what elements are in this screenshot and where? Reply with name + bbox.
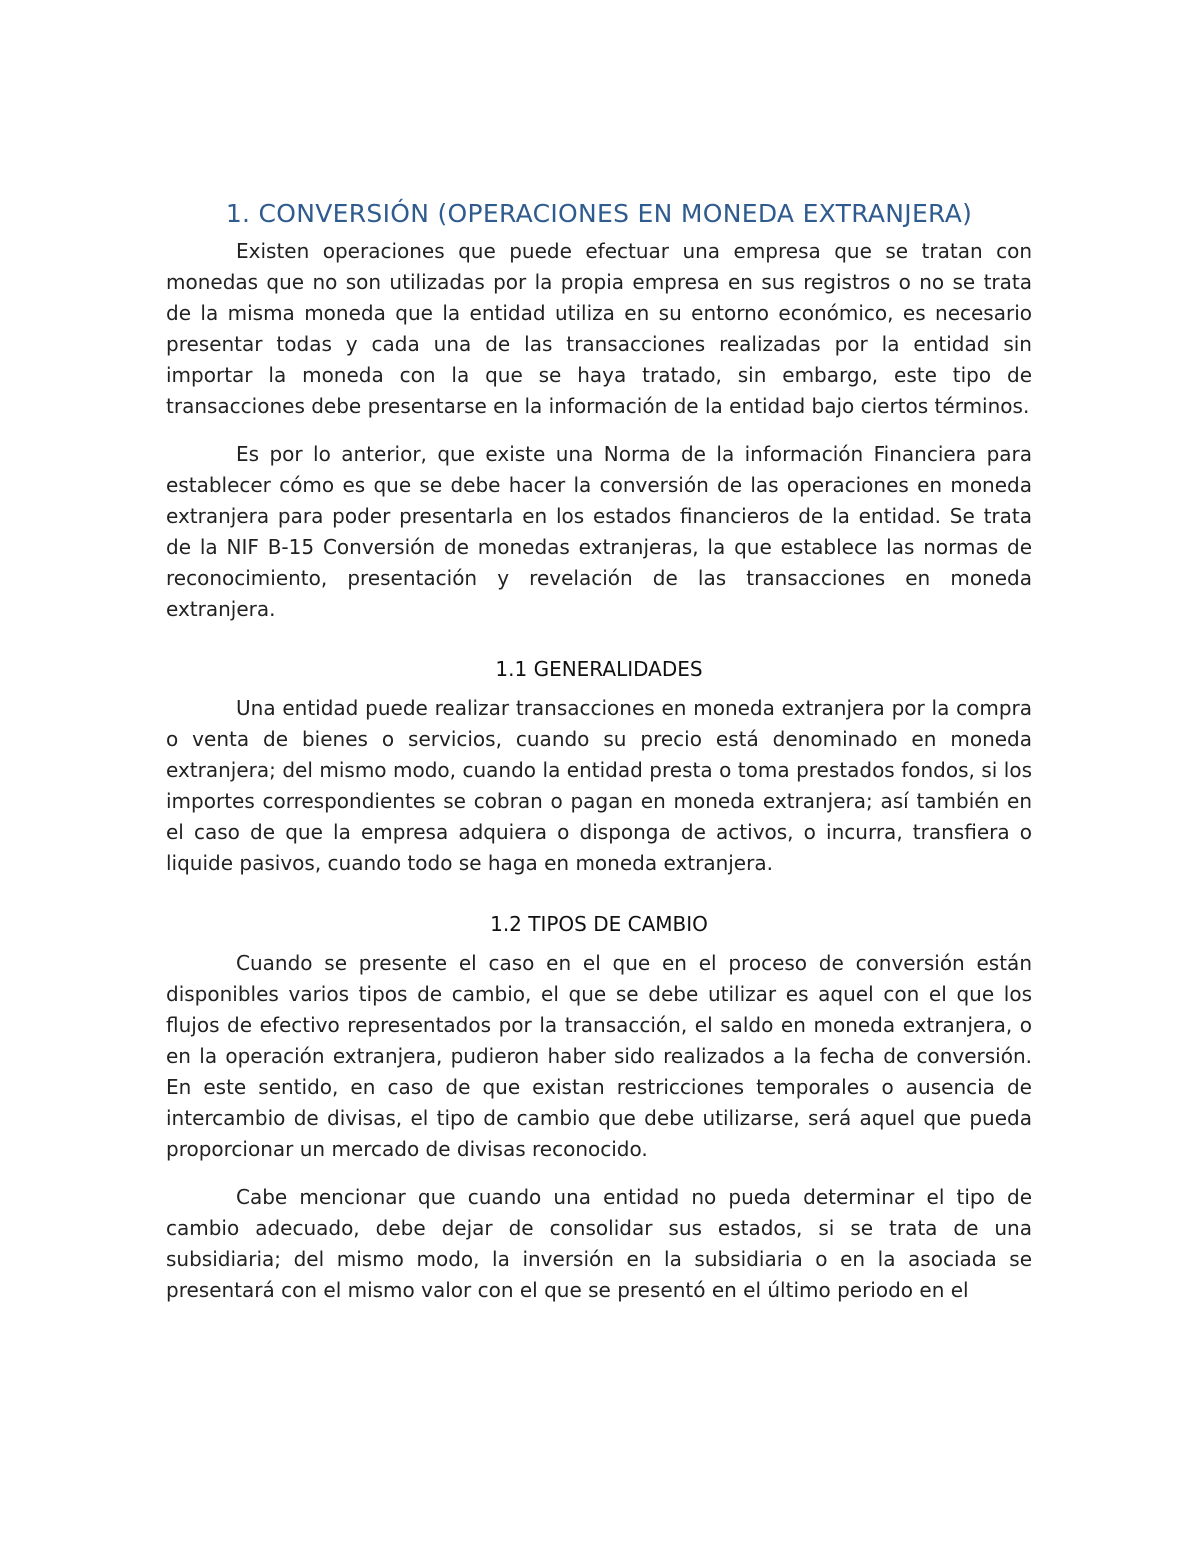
section-heading-generalidades: 1.1 GENERALIDADES: [495, 657, 703, 681]
intro-paragraph-1: Existen operaciones que puede efectuar una empresa que se tratan con monedas que no son utilizadas por la propia empresa en sus registros o no se trata de la misma moneda que la entidad utiliza en su entorno económico, es necesario presentar todas y cada una de las transacciones realizadas por la entidad sin importar la moneda con la que se haya tratado, sin embargo, este tipo de transacciones debe presentarse en la información de la entidad bajo ciertos términos.: [166, 239, 1032, 418]
page-title: 1. CONVERSIÓN (OPERACIONES EN MONEDA EXTRANJERA): [225, 199, 973, 228]
generalidades-paragraph-1: Una entidad puede realizar transacciones en moneda extranjera por la compra o venta de bienes o servicios, cuando su precio está denominado en moneda extranjera; del mismo modo, cuando la entidad presta o toma prestados fondos, si los importes correspondientes se cobran o pagan en moneda extranjera; así también en el caso de que la empresa adquiera o disponga de activos, o incurra, transfiera o liquide pasivos, cuando todo se haga en moneda extranjera.: [166, 696, 1032, 875]
section-heading-tipos-de-cambio: 1.2 TIPOS DE CAMBIO: [490, 912, 708, 936]
tipos-de-cambio-paragraph-1: Cuando se presente el caso en el que en el proceso de conversión están disponibles varios tipos de cambio, el que se debe utilizar es aquel con el que los flujos de efectivo representados por la transacción, el saldo en moneda extranjera, o en la operación extranjera, pudieron haber sido realizados a la fecha de conversión. En este sentido, en caso de que existan restricciones temporales o ausencia de intercambio de divisas, el tipo de cambio que debe utilizarse, será aquel que pueda proporcionar un mercado de divisas reconocido.: [166, 951, 1032, 1161]
tipos-de-cambio-paragraph-2: Cabe mencionar que cuando una entidad no pueda determinar el tipo de cambio adecuado, debe dejar de consolidar sus estados, si se trata de una subsidiaria; del mismo modo, la inversión en la subsidiaria o en la asociada se presentará con el mismo valor con el que se presentó en el último periodo en el: [166, 1185, 1032, 1302]
document-body: [166, 196, 1032, 1323]
intro-paragraph-2: Es por lo anterior, que existe una Norma de la información Financiera para establecer cómo es que se debe hacer la conversión de las operaciones en moneda extranjera para poder presentarla en los estados financieros de la entidad. Se trata de la NIF B-15 Conversión de monedas extranjeras, la que establece las normas de reconocimiento, presentación y revelación de las transacciones en moneda extranjera.: [166, 442, 1032, 621]
